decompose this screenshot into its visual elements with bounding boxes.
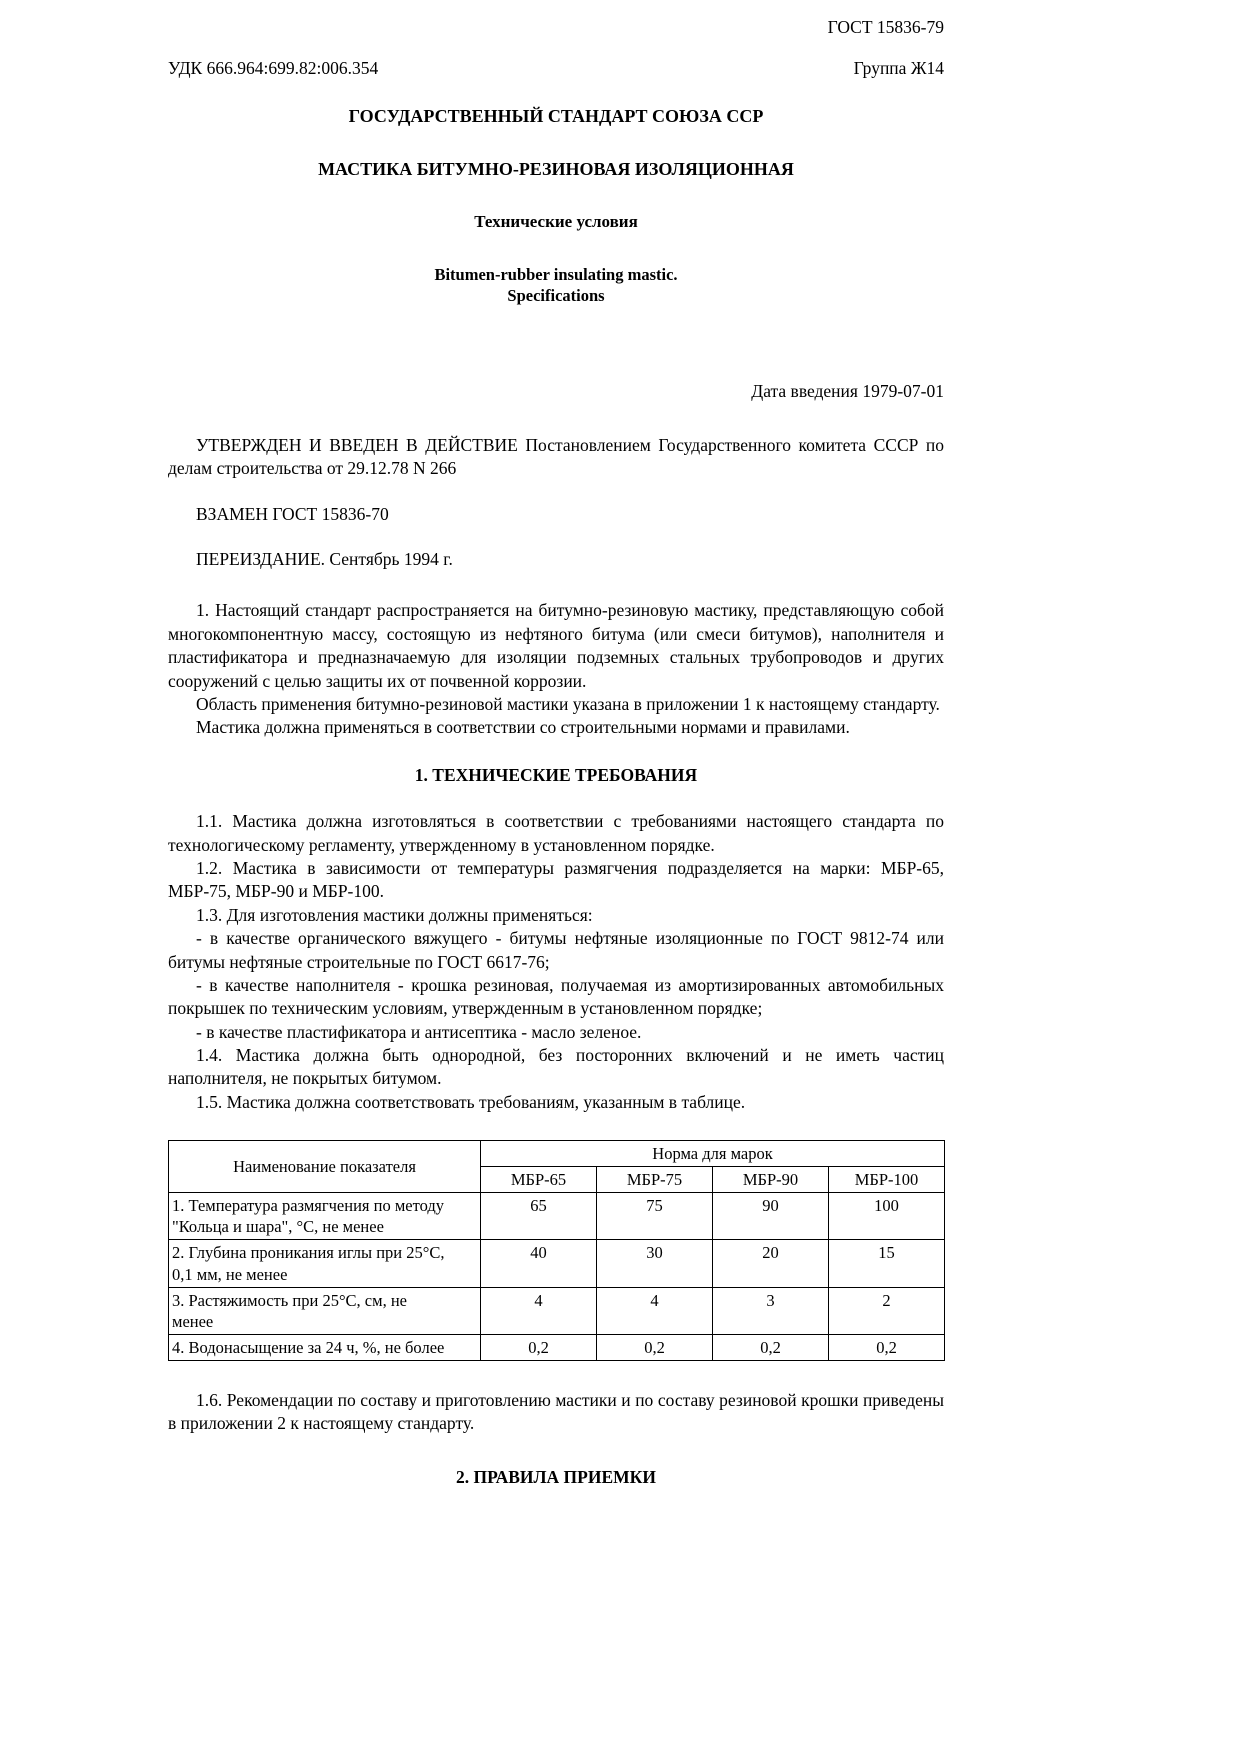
replaces-paragraph: ВЗАМЕН ГОСТ 15836-70 (196, 503, 389, 524)
reissue-paragraph: ПЕРЕИЗДАНИЕ. Сентябрь 1994 г. (196, 549, 453, 570)
table-cell-parameter (169, 1193, 481, 1240)
clause-1-paragraph: 1. Настоящий стандарт распространяется на битумно-резиновую мастику, представляющую собой многокомпонентную массу, состоящую из нефтяного битума (или смеси битумов), наполнителя и пластификатора и предназначаемую для изоляции подземных стальных трубопроводов и других сооружений с целью защиты их от почвенной коррозии. (168, 600, 944, 691)
specification-table (168, 1140, 945, 1361)
parameter-line-2: 0,1 мм, не менее (172, 1264, 288, 1284)
table-cell-parameter: 4. Водонасыщение за 24 ч, %, не более (169, 1334, 481, 1360)
table-cell-value: 0,2 (481, 1334, 597, 1360)
group-code: Группа Ж14 (853, 57, 944, 78)
table-cell-value: 3 (713, 1287, 829, 1334)
table-cell-value: 0,2 (597, 1334, 713, 1360)
table-cell-value: 4 (597, 1287, 713, 1334)
table-cell-parameter (169, 1287, 481, 1334)
clause-1-3-item-b: - в качестве наполнителя - крошка резиновая, получаемая из амортизированных автомобильных покрышек по техническим условиям, утвержденным в установленном порядке; (168, 974, 944, 1019)
clause-1-4: 1.4. Мастика должна быть однородной, без посторонних включений и не иметь частиц наполнителя, не покрытых битумом. (168, 1044, 944, 1089)
table-cell-value: 40 (481, 1240, 597, 1287)
table-cell-value: 100 (829, 1193, 945, 1240)
approved-paragraph: УТВЕРЖДЕН И ВВЕДЕН В ДЕЙСТВИЕ Постановлением Государственного комитета СССР по делам строительства от 29.12.78 N 266 (168, 435, 944, 479)
table-head (169, 1141, 945, 1193)
table-header-mark-mbr100: МБР-100 (829, 1167, 945, 1193)
introduction-date: Дата введения 1979-07-01 (751, 381, 944, 402)
clause-1-3: 1.3. Для изготовления мастики должны применяться: (196, 904, 593, 925)
section-1-heading: 1. ТЕХНИЧЕСКИЕ ТРЕБОВАНИЯ (414, 764, 698, 785)
clause-1-3-item-a: - в качестве органического вяжущего - битумы нефтяные изоляционные по ГОСТ 9812-74 или битумы нефтяные строительные по ГОСТ 6617-76; (168, 928, 944, 972)
table-cell-value: 2 (829, 1287, 945, 1334)
clause-1-1: 1.1. Мастика должна изготовляться в соответствии с требованиями настоящего стандарта по технологическому регламенту, утвержденному в установленном порядке. (168, 811, 944, 855)
specification-table-wrapper (168, 1140, 944, 1361)
scope-note-paragraph: Область применения битумно-резиновой мастики указана в приложении 1 к настоящему стандарту. (196, 693, 940, 714)
parameter-line-1: 2. Глубина проникания иглы при 25°С, (172, 1243, 445, 1263)
table-cell-value: 0,2 (713, 1334, 829, 1360)
doc-type-ru: Технические условия (474, 212, 638, 232)
table-row (169, 1193, 945, 1240)
table-cell-value: 4 (481, 1287, 597, 1334)
parameter-line-1: 3. Растяжимость при 25°С, см, не (172, 1290, 407, 1310)
table-cell-value: 90 (713, 1193, 829, 1240)
clause-1-5: 1.5. Мастика должна соответствовать требованиям, указанным в таблице. (196, 1091, 746, 1112)
title-en-line-2: Specifications (507, 285, 605, 305)
table-header-parameter-name: Наименование показателя (169, 1141, 481, 1193)
parameter-line-2: "Кольца и шара", °С, не менее (172, 1217, 384, 1237)
gost-number: ГОСТ 15836-79 (827, 17, 944, 37)
udk-group-row (168, 58, 944, 79)
document-content (168, 0, 944, 1488)
table-cell-value: 65 (481, 1193, 597, 1240)
udk-code: УДК 666.964:699.82:006.354 (168, 57, 379, 78)
table-row (169, 1240, 945, 1287)
product-title: МАСТИКА БИТУМНО-РЕЗИНОВАЯ ИЗОЛЯЦИОННАЯ (318, 159, 794, 180)
table-cell-value: 15 (829, 1240, 945, 1287)
parameter-line-1: 1. Температура размягчения по методу (172, 1196, 444, 1216)
table-header-norm-span: Норма для марок (481, 1141, 945, 1167)
table-row (169, 1334, 945, 1360)
table-cell-value: 75 (597, 1193, 713, 1240)
standard-of-ussr-title: ГОСУДАРСТВЕННЫЙ СТАНДАРТ СОЮЗА ССР (348, 105, 764, 126)
table-header-mark-mbr90: МБР-90 (713, 1167, 829, 1193)
table-header-mark-mbr65: МБР-65 (481, 1167, 597, 1193)
clause-1-2: 1.2. Мастика в зависимости от температуры размягчения подразделяется на марки: МБР-65, МБР-75, МБР-90 и МБР-100. (168, 858, 944, 902)
title-en-line-1: Bitumen-rubber insulating mastic. (434, 264, 678, 284)
clause-1-3-item-c: - в качестве пластификатора и антисептика - масло зеленое. (196, 1021, 642, 1042)
table-cell-value: 20 (713, 1240, 829, 1287)
table-header-mark-mbr75: МБР-75 (597, 1167, 713, 1193)
parameter-line-2: менее (172, 1311, 214, 1331)
table-cell-value: 0,2 (829, 1334, 945, 1360)
section-2-heading: 2. ПРАВИЛА ПРИЕМКИ (456, 1466, 656, 1487)
table-body (169, 1193, 945, 1361)
table-cell-value: 30 (597, 1240, 713, 1287)
table-header-row-1 (169, 1141, 945, 1167)
usage-note-paragraph: Мастика должна применяться в соответствии со строительными нормами и правилами. (196, 717, 850, 738)
table-cell-parameter (169, 1240, 481, 1287)
clause-1-6: 1.6. Рекомендации по составу и приготовлению мастики и по составу резиновой крошки приведены в приложении 2 к настоящему стандарту. (168, 1390, 944, 1434)
table-row (169, 1287, 945, 1334)
